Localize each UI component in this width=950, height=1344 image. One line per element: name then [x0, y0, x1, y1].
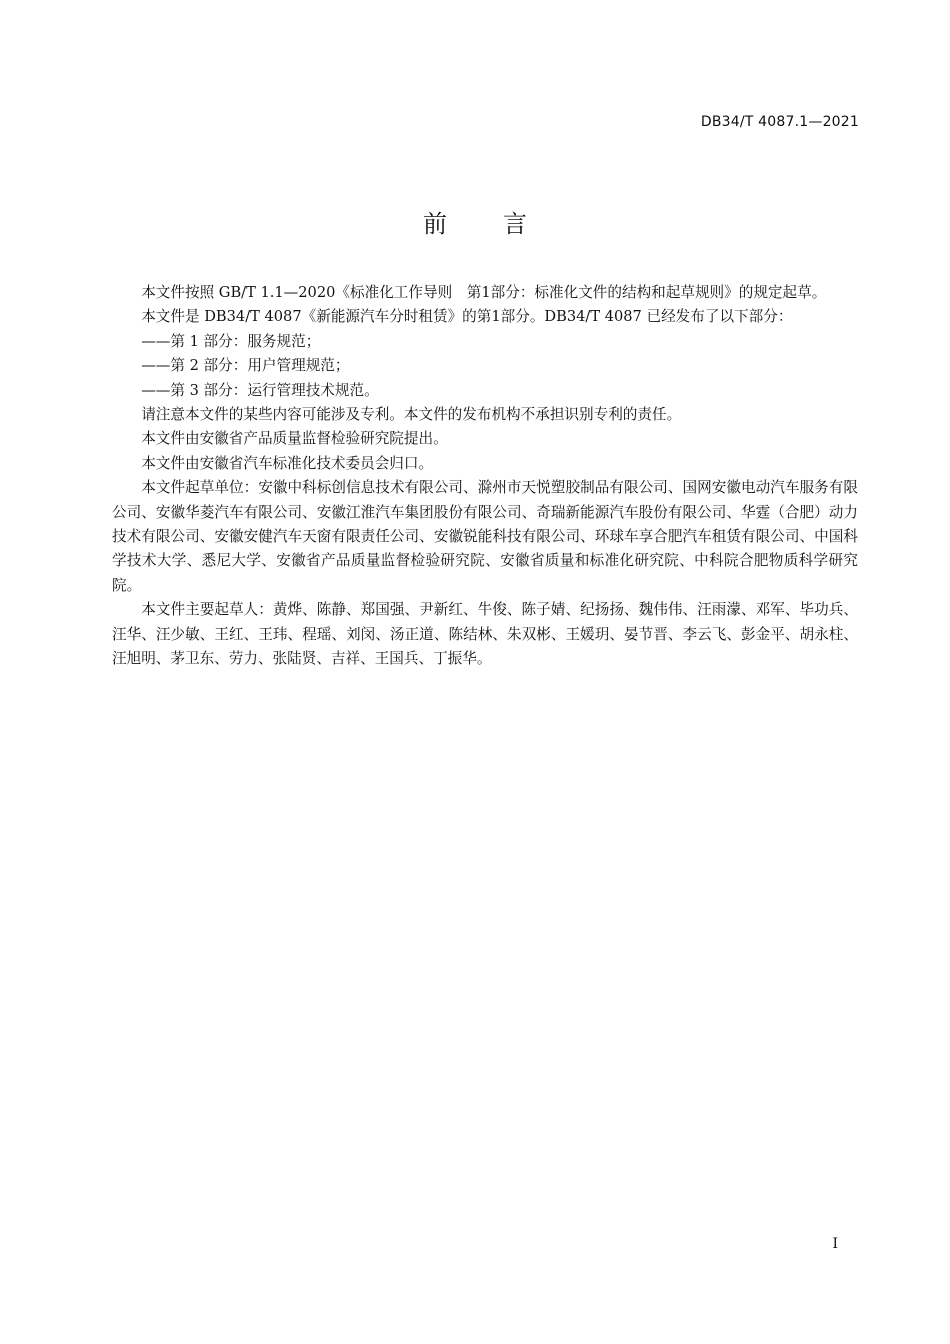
page-number: I	[832, 1236, 838, 1252]
paragraph-drafting-basis: 本文件按照 GB/T 1.1—2020《标准化工作导则 第1部分：标准化文件的结构和起草规则》的规定起草。	[141, 284, 827, 301]
list-item-part-3: ——第 3 部分：运行管理技术规范。	[141, 381, 379, 399]
paragraph-proposer: 本文件由安徽省产品质量监督检验研究院提出。	[141, 430, 448, 448]
title-char-1: 前	[423, 210, 447, 238]
page-title	[0, 204, 950, 239]
document-code: DB34/T 4087.1—2021	[700, 114, 859, 130]
foreword-body	[112, 281, 858, 672]
paragraph-drafting-units: 本文件起草单位：安徽中科标创信息技术有限公司、滁州市天悦塑胶制品有限公司、国网安徽电动汽车服务有限公司、安徽华菱汽车有限公司、安徽江淮汽车集团股份有限公司、奇瑞新能源汽车股份有限公司、华霆（合肥）动力技术有限公司、安徽安健汽车天窗有限责任公司、安徽锐能科技有限公司、环球车享合肥汽车租赁有限公司、中国科学技术大学、悉尼大学、安徽省产品质量监督检验研究院、安徽省质量和标准化研究院、中科院合肥物质科学研究院。	[112, 479, 858, 594]
title-char-2: 言	[503, 210, 527, 238]
paragraph-series-intro: 本文件是 DB34/T 4087《新能源汽车分时租赁》的第1部分。DB34/T 4087 已经发布了以下部分：	[141, 308, 793, 326]
list-item-part-2: ——第 2 部分：用户管理规范；	[141, 357, 350, 375]
paragraph-patent-notice: 请注意本文件的某些内容可能涉及专利。本文件的发布机构不承担识别专利的责任。	[141, 406, 682, 424]
paragraph-centralized-unit: 本文件由安徽省汽车标准化技术委员会归口。	[141, 454, 434, 472]
paragraph-drafters: 本文件主要起草人：黄烨、陈静、郑国强、尹新红、牛俊、陈子婧、纪扬扬、魏伟伟、汪雨濛、邓军、毕功兵、汪华、汪少敏、王红、王玮、程瑶、刘闵、汤正道、陈结林、朱双彬、王媛玥、晏节晋、李云飞、彭金平、胡永柱、汪旭明、茅卫东、劳力、张陆贤、吉祥、王国兵、丁振华。	[112, 601, 858, 668]
list-item-part-1: ——第 1 部分：服务规范；	[141, 332, 321, 350]
